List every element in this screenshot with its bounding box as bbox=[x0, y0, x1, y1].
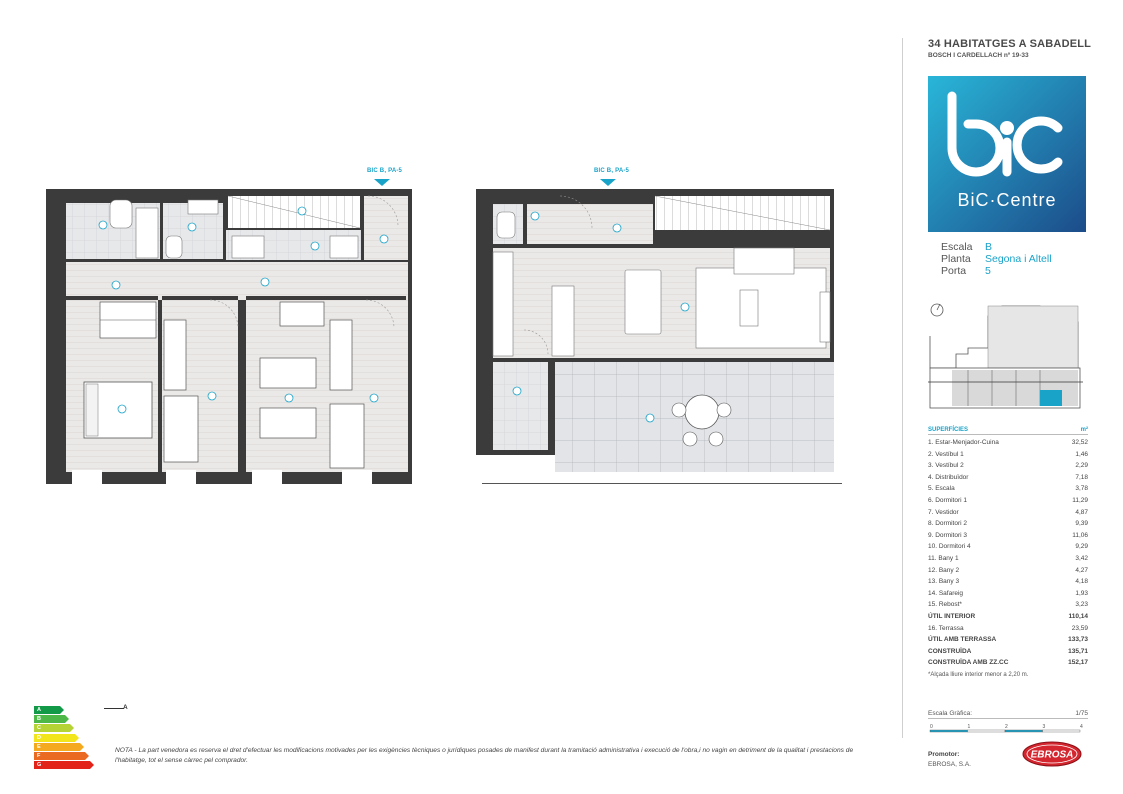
surface-row bbox=[928, 565, 1088, 577]
escala-value: B bbox=[985, 241, 993, 253]
promotor-name: EBROSA, S.A. bbox=[928, 761, 971, 768]
surface-value: 3,23 bbox=[1075, 601, 1088, 609]
upper-floor-plan bbox=[476, 179, 842, 484]
surface-value: 11,29 bbox=[1072, 496, 1088, 504]
energy-class-bar: G bbox=[34, 761, 90, 769]
surface-row bbox=[928, 541, 1088, 553]
surface-row bbox=[928, 576, 1088, 588]
surface-label: 10. Dormitori 4 bbox=[928, 543, 971, 551]
surface-row bbox=[928, 646, 1088, 658]
scale-tick-label: 2 bbox=[1005, 724, 1008, 730]
surface-row bbox=[928, 634, 1088, 646]
surface-value: 2,29 bbox=[1075, 462, 1088, 470]
surface-row bbox=[928, 588, 1088, 600]
porta-value: 5 bbox=[985, 265, 991, 277]
scale-tick-label: 3 bbox=[1042, 724, 1046, 730]
surfaces-note: *Alçada lliure interior menor a 2,20 m. bbox=[928, 671, 1029, 678]
surface-label: 7. Vestidor bbox=[928, 508, 959, 516]
surfaces-table bbox=[928, 427, 1088, 678]
scale-tick-label: 1 bbox=[967, 724, 971, 730]
surface-row bbox=[928, 495, 1088, 507]
energy-class-bar: F bbox=[34, 752, 85, 760]
surface-value: 32,52 bbox=[1071, 439, 1088, 446]
surface-label: 14. Safareig bbox=[928, 589, 964, 597]
energy-class-bar: E bbox=[34, 743, 80, 751]
surface-value: 110,14 bbox=[1068, 612, 1088, 620]
scale-segment bbox=[1043, 730, 1081, 732]
promotor-label: Promotor: bbox=[928, 751, 960, 758]
energy-class-bar: A bbox=[34, 706, 60, 714]
surface-value: 9,39 bbox=[1075, 520, 1088, 528]
surface-label: 16. Terrassa bbox=[928, 624, 964, 632]
surface-value: 1,93 bbox=[1075, 589, 1088, 597]
surface-value: 9,29 bbox=[1075, 543, 1088, 551]
planta-value: Segona i Altell bbox=[985, 253, 1052, 265]
surface-label: 3. Vestíbul 2 bbox=[928, 462, 964, 470]
porta-label: Porta bbox=[941, 265, 967, 277]
project-address: BOSCH I CARDELLACH nº 19-33 bbox=[928, 52, 1029, 59]
surface-row bbox=[928, 518, 1088, 530]
ebrosa-logo bbox=[1022, 741, 1082, 767]
surface-value: 11,06 bbox=[1072, 531, 1088, 539]
energy-rating-label: A bbox=[123, 704, 128, 711]
scale-segment bbox=[968, 730, 1006, 732]
upper-section-marker: BIC B, PA-5 bbox=[594, 168, 630, 174]
surface-value: 152,17 bbox=[1068, 659, 1088, 667]
legal-note: NOTA - La part venedora es reserva el dret d'efectuar les modificacions motivades per les exigències tècniques o jurídiques posades de manifest durant la tramitació administrativa i execució de l'obra,i no vagin en detriment de la qualitat i prestacions de l'habitatge, tot el sense càrrec pel comprador. bbox=[115, 747, 854, 764]
scale-label: Escala Gràfica: bbox=[928, 710, 973, 717]
planta-label: Planta bbox=[941, 253, 971, 265]
surface-label: CONSTRUÏDA bbox=[928, 647, 972, 655]
surface-label: CONSTRUÏDA AMB ZZ.CC bbox=[928, 659, 1009, 667]
surface-row bbox=[928, 530, 1088, 542]
lower-floor-plan bbox=[46, 179, 412, 484]
graphic-scale bbox=[928, 710, 1088, 734]
surface-label: 12. Bany 2 bbox=[928, 566, 960, 574]
surface-label: 5. Escala bbox=[928, 485, 955, 493]
energy-class-bar: B bbox=[34, 715, 65, 723]
surface-value: 133,73 bbox=[1068, 636, 1088, 644]
surface-label: 4. Distribuïdor bbox=[928, 473, 969, 481]
energy-class-bar: D bbox=[34, 734, 75, 742]
surface-label: 13. Bany 3 bbox=[928, 578, 960, 586]
surface-label: 9. Dormitori 3 bbox=[928, 531, 968, 539]
project-header bbox=[928, 38, 1093, 59]
scale-segment bbox=[1005, 730, 1043, 732]
surface-value: 7,18 bbox=[1075, 473, 1088, 481]
surface-value: 4,87 bbox=[1075, 508, 1088, 516]
logo-name: BiC·Centre bbox=[957, 190, 1057, 210]
surface-label: 15. Rebost* bbox=[928, 601, 962, 609]
surface-value: 4,18 bbox=[1075, 578, 1088, 586]
escala-label: Escala bbox=[941, 241, 973, 253]
surface-label: 1. Estar-Menjador-Cuina bbox=[928, 439, 999, 446]
scale-segment bbox=[930, 730, 968, 732]
surface-label: 11. Bany 1 bbox=[928, 554, 959, 562]
scale-tick-label: 0 bbox=[930, 724, 933, 730]
scale-bar bbox=[928, 722, 1088, 734]
surface-row bbox=[928, 599, 1088, 611]
surface-row bbox=[928, 460, 1088, 472]
surface-label: 6. Dormitori 1 bbox=[928, 496, 968, 504]
surface-value: 3,78 bbox=[1075, 485, 1088, 493]
surface-row bbox=[928, 483, 1088, 495]
energy-rating-marker bbox=[104, 708, 124, 709]
location-keyplan bbox=[928, 298, 1088, 410]
surfaces-header-label: SUPERFÍCIES bbox=[928, 427, 969, 433]
surface-row bbox=[928, 657, 1088, 669]
surface-row bbox=[928, 611, 1088, 623]
surface-label: 8. Dormitori 2 bbox=[928, 520, 968, 528]
ebrosa-logo-text: EBROSA bbox=[1030, 749, 1074, 761]
surface-value: 4,27 bbox=[1075, 566, 1088, 574]
promotor-block bbox=[928, 750, 971, 770]
surface-row bbox=[928, 553, 1088, 565]
unit-info bbox=[941, 241, 1052, 277]
surface-row bbox=[928, 449, 1088, 461]
surface-value: 23,59 bbox=[1071, 624, 1088, 632]
surface-label: 2. Vestíbul 1 bbox=[928, 450, 964, 458]
surface-value: 3,42 bbox=[1075, 554, 1088, 562]
sidebar-divider bbox=[902, 38, 903, 738]
surface-value: 1,46 bbox=[1075, 450, 1088, 458]
surface-row bbox=[928, 623, 1088, 635]
surface-row bbox=[928, 472, 1088, 484]
surface-label: ÚTIL AMB TERRASSA bbox=[928, 636, 997, 644]
surface-label: ÚTIL INTERIOR bbox=[928, 612, 976, 620]
scale-ratio: 1/75 bbox=[1075, 710, 1088, 717]
surfaces-header-unit: m² bbox=[1080, 427, 1088, 433]
surface-row bbox=[928, 507, 1088, 519]
project-title: 34 HABITATGES A SABADELL bbox=[928, 38, 1092, 50]
lower-section-marker: BIC B, PA-5 bbox=[367, 168, 403, 174]
scale-tick-label: 4 bbox=[1080, 724, 1083, 730]
energy-class-bar: C bbox=[34, 724, 70, 732]
surface-row bbox=[928, 437, 1088, 449]
surface-value: 135,71 bbox=[1068, 647, 1088, 655]
